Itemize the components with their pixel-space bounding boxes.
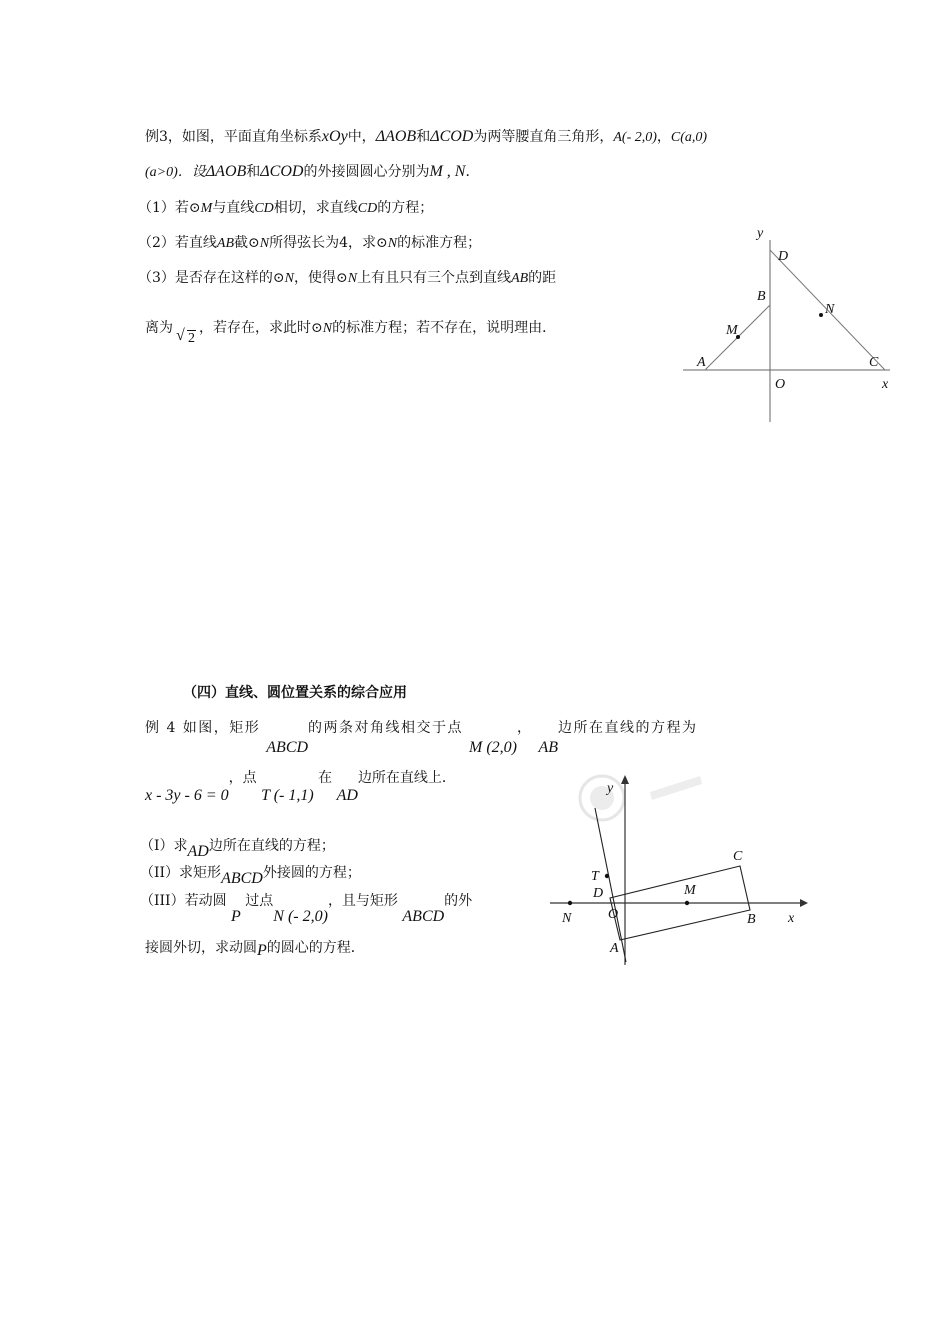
ex4-l2-c: 边所在直线上． bbox=[357, 770, 456, 786]
ex4-l2-a: ，点 bbox=[228, 770, 257, 786]
ex4-part-1 bbox=[140, 836, 335, 860]
label-t: T bbox=[591, 869, 599, 884]
ex4-part-3-cont bbox=[145, 938, 365, 958]
ex3-q1-a: （1）若⊙ bbox=[138, 200, 201, 216]
ex4-l1-b: 的两条对角线相交于点 bbox=[308, 720, 464, 736]
ex3-sqrt: √ 2 bbox=[176, 327, 195, 346]
ex3-q3-b: ，使得⊙ bbox=[293, 270, 348, 286]
ex4-p3-n: N (- 2,0) bbox=[273, 908, 328, 925]
ex4-p1-a: （I）求 bbox=[140, 838, 188, 854]
ex3-q3-n2: N bbox=[347, 271, 358, 286]
ex3-q3-n: N bbox=[284, 271, 294, 286]
ex4-eq-ab: x - 3y - 6 = 0 bbox=[145, 787, 229, 804]
ex3-line2-triangle-aob: ΔAOB bbox=[205, 163, 247, 180]
ex3-line2-triangle-cod: ΔCOD bbox=[260, 163, 304, 180]
ex4-p3-f: 的圆心的方程． bbox=[266, 940, 365, 956]
ex4-p3-b: 过点 bbox=[245, 893, 274, 909]
ex3-q1-m: M bbox=[200, 201, 213, 216]
label-a: A bbox=[697, 355, 706, 370]
ex4-part-2 bbox=[140, 863, 361, 887]
ex4-p1-ad: AD bbox=[187, 843, 209, 860]
point-n bbox=[568, 901, 572, 905]
ex4-p3-p2: P bbox=[257, 942, 267, 959]
ex3-q2-a: （2）若直线 bbox=[138, 235, 217, 251]
ex3-point-a: A(- 2,0) bbox=[613, 130, 657, 145]
ex3-q2-n: N bbox=[259, 236, 270, 251]
ex3-line-1 bbox=[145, 127, 707, 148]
ex3-q3-e: 离为 bbox=[145, 320, 173, 336]
ex3-line1-text-d: 为两等腰直角三角形， bbox=[473, 129, 614, 145]
point-t bbox=[605, 874, 609, 878]
ex3-mn: M , N bbox=[429, 163, 466, 180]
ex3-q1-c: 相切，求直线 bbox=[273, 200, 358, 216]
ex4-l2-ad: AD bbox=[336, 787, 358, 804]
ex3-q3-g: 的标准方程；若不存在，说明理由． bbox=[332, 320, 557, 336]
ex3-q2-c: 所得弦长为4，求⊙ bbox=[269, 235, 388, 251]
ex4-p3-a: （III）若动圆 bbox=[140, 893, 227, 909]
ex3-point-c: C(a,0) bbox=[670, 130, 708, 145]
label-n: N bbox=[825, 302, 835, 317]
ex4-l1-a: 例 4 如图，矩形 bbox=[145, 720, 261, 736]
ex3-q3-a: （3）是否存在这样的⊙ bbox=[138, 270, 285, 286]
ex3-line1-text-e: ， bbox=[656, 129, 671, 145]
ex3-q3-n3: N bbox=[322, 321, 333, 336]
ex3-q3-f: ，若存在，求此时⊙ bbox=[199, 320, 323, 336]
ex3-triangle-aob: ΔAOB bbox=[375, 128, 417, 145]
ex3-q2-n2: N bbox=[387, 236, 398, 251]
label-d: D bbox=[593, 886, 604, 901]
ex3-line2-text-b: 和 bbox=[246, 164, 261, 180]
x-axis-arrow bbox=[800, 899, 808, 907]
y-axis-arrow bbox=[621, 775, 629, 784]
ex4-l1-ab: AB bbox=[538, 739, 558, 756]
ex4-p2-b: 外接圆的方程； bbox=[262, 865, 361, 881]
ex3-q1-cd: CD bbox=[254, 201, 274, 216]
ex3-line1-text-c: 和 bbox=[416, 129, 431, 145]
label-m: M bbox=[726, 323, 738, 338]
label-o: O bbox=[775, 377, 786, 392]
ex3-figure bbox=[675, 222, 905, 432]
ex3-q2-ab: AB bbox=[216, 236, 235, 251]
label-n: N bbox=[562, 911, 572, 926]
point-m bbox=[685, 901, 689, 905]
ex4-p3-p: P bbox=[231, 908, 241, 925]
ex3-question-1 bbox=[138, 198, 433, 219]
line-ad bbox=[595, 808, 626, 962]
label-d: D bbox=[778, 249, 789, 264]
ex4-p3-e: 接圆外切，求动圆 bbox=[145, 940, 257, 956]
ex4-p2-abcd: ABCD bbox=[221, 870, 263, 887]
ex4-p1-b: 边所在直线的方程； bbox=[208, 838, 335, 854]
label-x: x bbox=[788, 911, 795, 926]
ex3-question-3-cont bbox=[145, 318, 557, 346]
ex3-line-2 bbox=[145, 162, 479, 183]
ex4-p3-c: ，且与矩形 bbox=[327, 893, 398, 909]
ex3-triangle-cod: ΔCOD bbox=[430, 128, 474, 145]
ex3-line2-text-c: 的外接圆圆心分别为 bbox=[303, 164, 430, 180]
ex4-part-3 bbox=[140, 891, 473, 925]
ex3-question-3 bbox=[138, 268, 556, 289]
ex4-figure bbox=[550, 770, 810, 970]
ex4-point-t: T (- 1,1) bbox=[261, 787, 314, 804]
section-heading: （四）直线、圆位置关系的综合应用 bbox=[183, 685, 407, 701]
label-o: O bbox=[608, 907, 619, 922]
ex3-q1-b: 与直线 bbox=[212, 200, 255, 216]
label-y: y bbox=[607, 781, 614, 796]
ex3-q3-d: 的距 bbox=[528, 270, 557, 286]
ex4-l1-d: 边所在直线的方程为 bbox=[557, 720, 698, 736]
ex4-line-2 bbox=[145, 768, 456, 804]
ex3-q1-d: 的方程； bbox=[377, 200, 434, 216]
ex4-p2-a: （II）求矩形 bbox=[140, 865, 222, 881]
label-b: B bbox=[757, 289, 766, 304]
label-x: x bbox=[882, 377, 889, 392]
label-m: M bbox=[684, 883, 696, 898]
ex3-q2-b: 截⊙ bbox=[234, 235, 260, 251]
ex3-q1-cd2: CD bbox=[357, 201, 378, 216]
ex3-line1-text-b: 中， bbox=[347, 129, 376, 145]
ex4-p3-d: 的外 bbox=[444, 893, 473, 909]
ex3-line2-text-a: (a>0)．设 bbox=[145, 165, 206, 180]
ex4-line-1 bbox=[145, 718, 698, 756]
ex3-xoy: xOy bbox=[321, 128, 348, 145]
watermark-logo bbox=[580, 776, 702, 820]
label-c: C bbox=[869, 355, 879, 370]
label-b: B bbox=[747, 912, 756, 927]
ex3-question-2 bbox=[138, 233, 481, 254]
ex3-q2-d: 的标准方程； bbox=[397, 235, 482, 251]
ex3-sqrt-value: 2 bbox=[188, 331, 195, 346]
ex3-q3-ab: AB bbox=[511, 271, 529, 286]
ex3-line2-text-d: ． bbox=[465, 164, 480, 180]
ex4-l2-b: 在 bbox=[318, 770, 333, 786]
label-a: A bbox=[610, 941, 619, 956]
ex4-l1-c: ， bbox=[516, 720, 533, 736]
point-n bbox=[819, 313, 823, 317]
label-y: y bbox=[757, 226, 764, 241]
ex4-l1-abcd: ABCD bbox=[266, 739, 309, 756]
label-c: C bbox=[733, 849, 743, 864]
ex3-q3-c: 上有且只有三个点到直线 bbox=[357, 270, 512, 286]
ex4-l1-m: M (2,0) bbox=[469, 739, 517, 756]
ex4-p3-abcd: ABCD bbox=[402, 908, 445, 925]
ex3-line1-text-a: 例3，如图，平面直角坐标系 bbox=[145, 129, 322, 145]
